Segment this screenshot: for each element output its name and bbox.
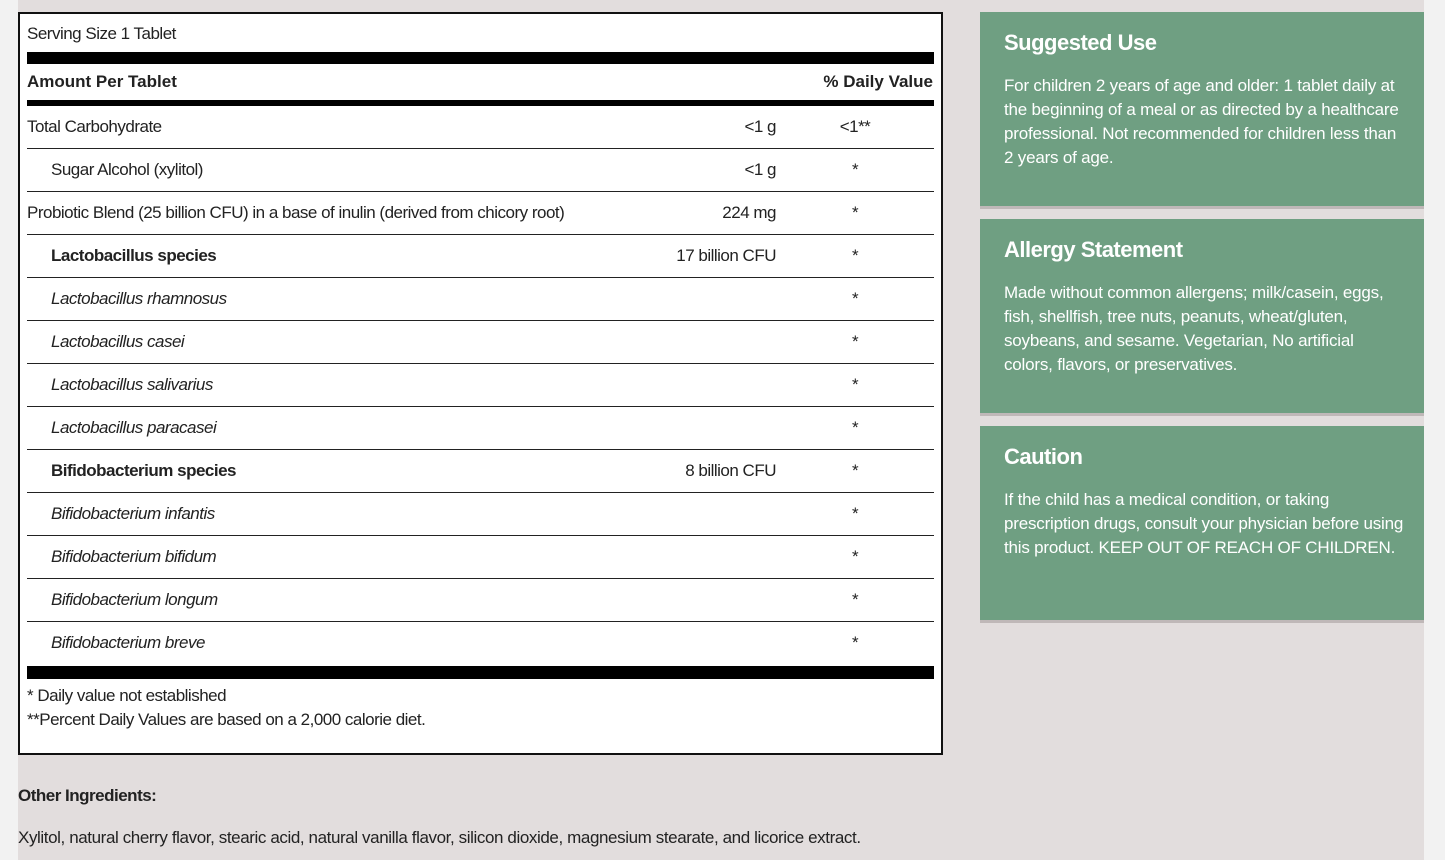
thick-divider [27, 52, 934, 64]
nutrient-amount: 17 billion CFU [676, 246, 776, 265]
suggested-use-panel [980, 12, 1424, 206]
table-row [27, 579, 934, 622]
nutrient-daily-value: * [851, 504, 859, 523]
table-row [27, 407, 934, 450]
table-row [27, 149, 934, 192]
caution-panel [980, 426, 1424, 620]
nutrient-name: Bifidobacterium species [51, 461, 237, 480]
other-ingredients-text: Xylitol, natural cherry flavor, stearic acid, natural vanilla flavor, silicon dioxide, magnesium stearate, and licorice extract. [18, 828, 861, 847]
nutrient-name: Probiotic Blend (25 billion CFU) in a base of inulin (derived from chicory root) [27, 203, 565, 222]
nutrient-amount: <1 g [744, 117, 776, 136]
nutrient-daily-value: * [851, 246, 859, 265]
table-row [27, 321, 934, 364]
other-ingredients-title: Other Ingredients: [18, 786, 157, 805]
nutrient-daily-value: * [851, 289, 859, 308]
nutrient-daily-value: * [851, 633, 859, 652]
nutrient-daily-value: * [851, 203, 859, 222]
nutrient-amount: <1 g [744, 160, 776, 179]
nutrient-name: Lactobacillus paracasei [51, 418, 217, 437]
table-row [27, 450, 934, 493]
panel-text: If the child has a medical condition, or taking prescription drugs, consult your physician before using this product. KEEP OUT OF REACH OF CHILDREN. [1004, 490, 1404, 557]
nutrient-daily-value: * [851, 461, 859, 480]
nutrient-name: Bifidobacterium infantis [51, 504, 215, 523]
table-row [27, 106, 934, 149]
table-row [27, 278, 934, 321]
footnote: **Percent Daily Values are based on a 2,000 calorie diet. [27, 710, 426, 729]
nutrient-name: Lactobacillus salivarius [51, 375, 213, 394]
bottom-divider [27, 666, 934, 679]
nutrient-name: Bifidobacterium breve [51, 633, 205, 652]
allergy-statement-panel [980, 219, 1424, 413]
panel-title: Allergy Statement [1004, 237, 1183, 262]
table-row [27, 364, 934, 407]
panel-text: For children 2 years of age and older: 1 tablet daily at the beginning of a meal or as directed by a healthcare professional. Not recommended for children less than 2 years of age. [1004, 76, 1399, 167]
serving-size: Serving Size 1 Tablet [27, 24, 176, 43]
nutrient-daily-value: * [851, 547, 859, 566]
nutrient-name: Sugar Alcohol (xylitol) [51, 160, 203, 179]
amount-per-tablet-header: Amount Per Tablet [27, 72, 177, 91]
nutrient-name: Lactobacillus casei [51, 332, 185, 351]
nutrient-daily-value: <1** [839, 117, 871, 136]
nutrient-amount: 8 billion CFU [685, 461, 776, 480]
nutrient-name: Bifidobacterium longum [51, 590, 218, 609]
table-header [27, 64, 934, 100]
nutrient-name: Lactobacillus rhamnosus [51, 289, 227, 308]
nutrient-name: Bifidobacterium bifidum [51, 547, 217, 566]
daily-value-header: % Daily Value [823, 72, 933, 91]
nutrient-daily-value: * [851, 332, 859, 351]
nutrient-daily-value: * [851, 375, 859, 394]
table-row [27, 192, 934, 235]
nutrient-daily-value: * [851, 590, 859, 609]
panel-text: Made without common allergens; milk/casein, eggs, fish, shellfish, tree nuts, peanuts, wheat/gluten, soybeans, and sesame. Vegetarian, No artificial colors, flavors, or preservatives. [1004, 283, 1384, 374]
nutrient-rows [27, 106, 934, 664]
panel-title: Suggested Use [1004, 30, 1157, 55]
table-row [27, 536, 934, 579]
footnotes [27, 679, 934, 732]
nutrient-daily-value: * [851, 418, 859, 437]
supplement-facts-table [18, 12, 943, 755]
table-row [27, 622, 934, 664]
table-row [27, 235, 934, 278]
nutrient-amount: 224 mg [722, 203, 776, 222]
footnote: * Daily value not established [27, 686, 227, 705]
nutrient-name: Total Carbohydrate [27, 117, 162, 136]
table-row [27, 493, 934, 536]
panel-title: Caution [1004, 444, 1083, 469]
nutrient-daily-value: * [851, 160, 859, 179]
nutrient-name: Lactobacillus species [51, 246, 217, 265]
